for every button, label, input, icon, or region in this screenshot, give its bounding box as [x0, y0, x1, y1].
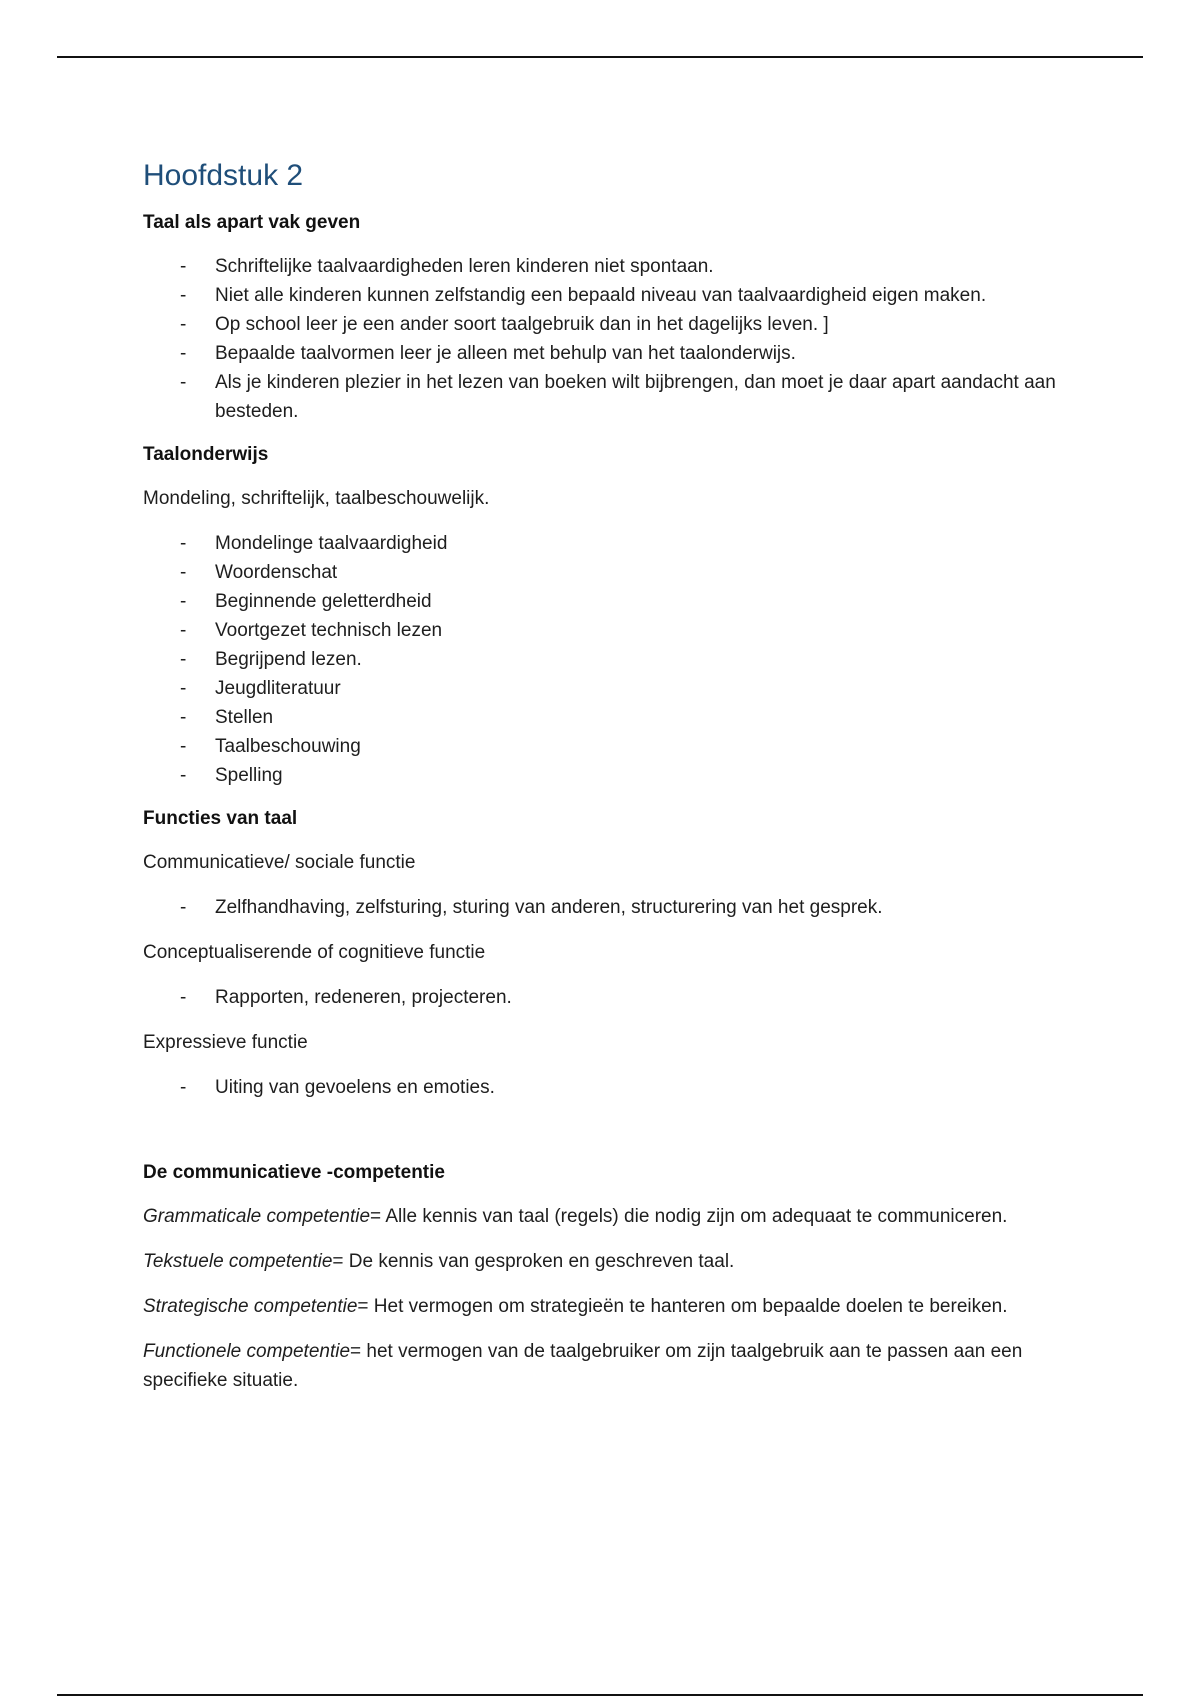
definition-term: Strategische competentie — [143, 1296, 358, 1317]
taalonderwijs-intro: Mondeling, schriftelijk, taalbeschouwelijk. — [143, 488, 490, 509]
list-item: - Begrijpend lezen. — [143, 645, 1073, 674]
bullet-list-domains — [143, 529, 1073, 790]
definition-paragraph — [143, 1337, 1073, 1395]
section-title-taalonderwijs: Taalonderwijs — [143, 444, 269, 465]
function-name: Expressieve functie — [143, 1032, 308, 1053]
spacer — [143, 1118, 1073, 1160]
function-detail-list — [143, 1073, 1073, 1102]
function-detail-list — [143, 893, 1073, 922]
list-item: - Rapporten, redeneren, projecteren. — [143, 983, 1073, 1012]
list-item: - Uiting van gevoelens en emoties. — [143, 1073, 1073, 1102]
list-item: - Mondelinge taalvaardigheid — [143, 529, 1073, 558]
top-rule — [57, 56, 1143, 58]
list-item: - Voortgezet technisch lezen — [143, 616, 1073, 645]
definition-paragraph — [143, 1247, 1073, 1276]
definition-paragraph — [143, 1292, 1073, 1321]
definition-text: = Het vermogen om strategieën te hanteren om bepaalde doelen te bereiken. — [357, 1296, 1008, 1317]
list-item: - Taalbeschouwing — [143, 732, 1073, 761]
section-title-taal-als-apart-vak: Taal als apart vak geven — [143, 212, 361, 233]
list-item: - Beginnende geletterdheid — [143, 587, 1073, 616]
definition-text: = het vermogen van de taalgebruiker om zijn taalgebruik aan te passen aan een specifieke situatie. — [143, 1341, 1023, 1391]
definition-term: Functionele competentie — [143, 1341, 351, 1362]
list-item: - Woordenschat — [143, 558, 1073, 587]
list-item: - Spelling — [143, 761, 1073, 790]
definition-text: = De kennis van gesproken en geschreven taal. — [332, 1251, 735, 1272]
list-item: - Schriftelijke taalvaardigheden leren kinderen niet spontaan. — [143, 252, 1073, 281]
section-title-functies-van-taal: Functies van taal — [143, 808, 298, 829]
function-detail-list — [143, 983, 1073, 1012]
definition-term: Tekstuele competentie — [143, 1251, 333, 1272]
list-item: - Zelfhandhaving, zelfsturing, sturing van anderen, structurering van het gesprek. — [143, 893, 1073, 922]
function-name: Conceptualiserende of cognitieve functie — [143, 942, 486, 963]
definition-term: Grammaticale competentie — [143, 1206, 371, 1227]
section-title-communicatieve-competentie: De communicatieve -competentie — [143, 1162, 445, 1183]
bullet-list-reasons — [143, 252, 1073, 426]
chapter-title: Hoofdstuk 2 — [143, 159, 304, 192]
definition-text: = Alle kennis van taal (regels) die nodig zijn om adequaat te communiceren. — [370, 1206, 1008, 1227]
definition-paragraph — [143, 1202, 1073, 1231]
bottom-rule — [57, 1694, 1143, 1696]
list-item: - Stellen — [143, 703, 1073, 732]
list-item: - Bepaalde taalvormen leer je alleen met behulp van het taalonderwijs. — [143, 339, 1073, 368]
list-item: - Op school leer je een ander soort taalgebruik dan in het dagelijks leven. ] — [143, 310, 1073, 339]
document-body — [143, 156, 1073, 1411]
list-item: - Niet alle kinderen kunnen zelfstandig een bepaald niveau van taalvaardigheid eigen maken. — [143, 281, 1073, 310]
function-name: Communicatieve/ sociale functie — [143, 852, 416, 873]
list-item: - Jeugdliteratuur — [143, 674, 1073, 703]
list-item: - Als je kinderen plezier in het lezen van boeken wilt bijbrengen, dan moet je daar apart aandacht aan besteden. — [143, 368, 1073, 426]
